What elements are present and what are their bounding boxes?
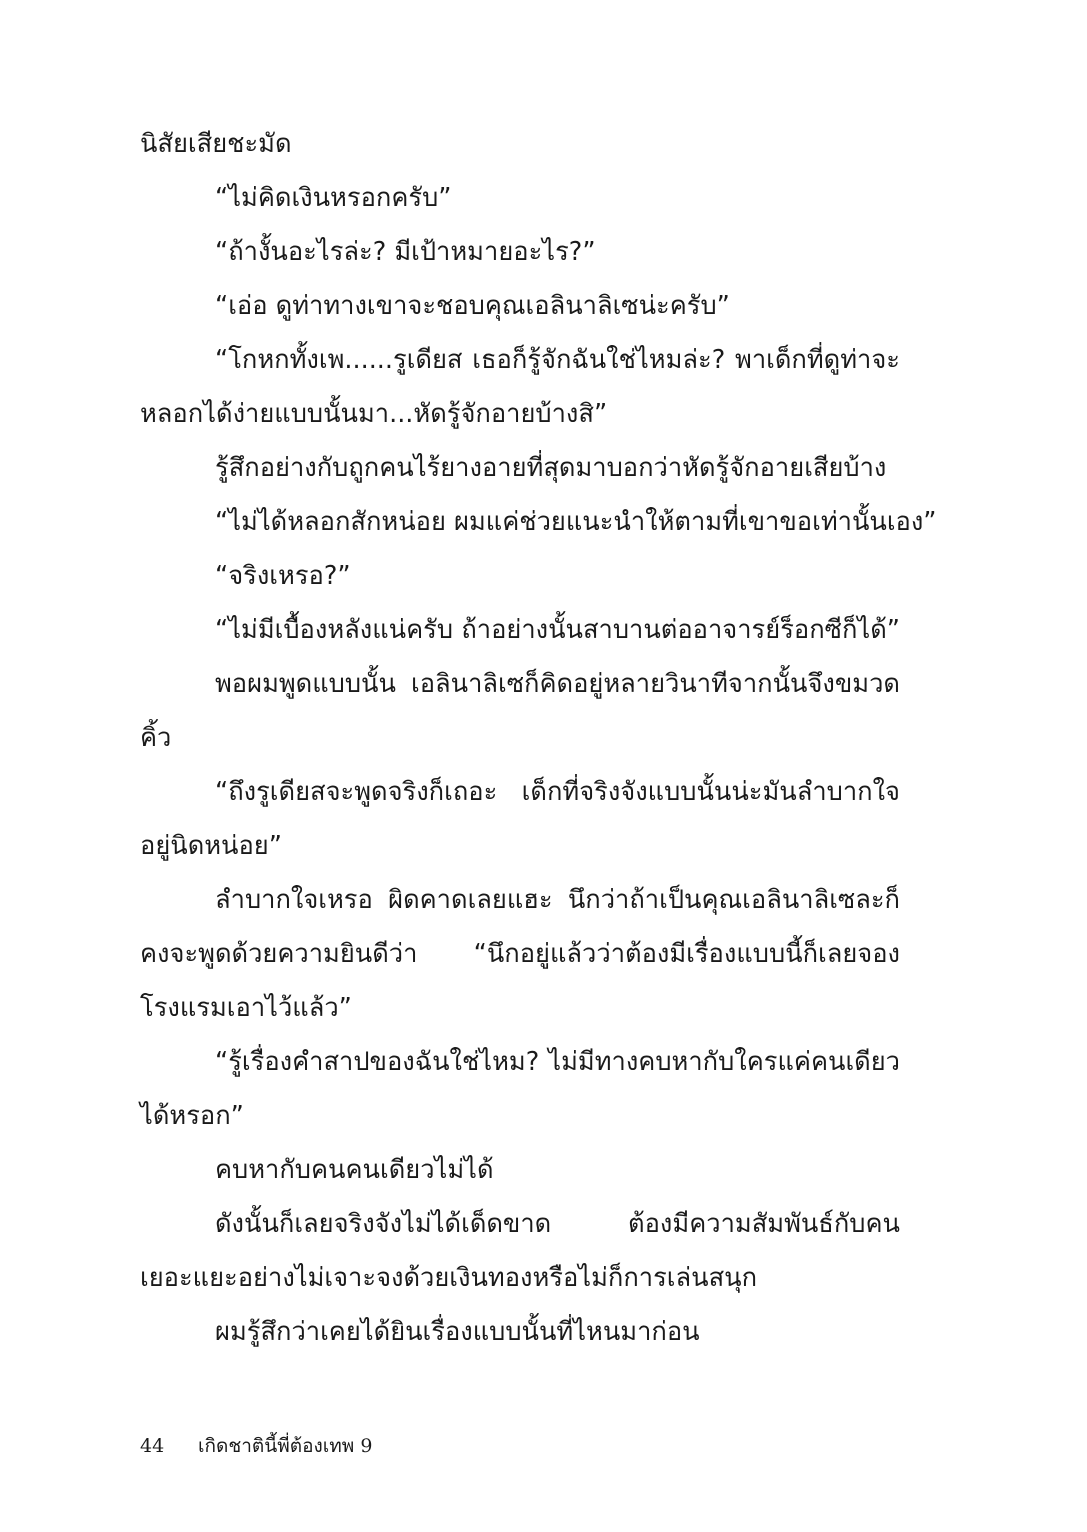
text-line: อยู่นิดหน่อย” xyxy=(140,831,282,861)
text-line: “รู้เรื่องคำสาปของฉันใช่ไหม? ไม่มีทางคบหากับใครแค่คนเดียว xyxy=(215,1047,900,1077)
text-line: พอผมพูดแบบนั้น เอลินาลิเซก็คิดอยู่หลายวินาทีจากนั้นจึงขมวด xyxy=(215,669,900,699)
text-line: “โกหกทั้งเพ......รูเดียส เธอก็รู้จักฉันใช่ไหมล่ะ? พาเด็กที่ดูท่าจะ xyxy=(215,345,900,375)
text-line: คบหากับคนคนเดียวไม่ได้ xyxy=(215,1155,494,1185)
text-line: “ไม่ได้หลอกสักหน่อย ผมแค่ช่วยแนะนำให้ตามที่เขาขอเท่านั้นเอง” xyxy=(215,507,937,537)
text-line: เยอะแยะอย่างไม่เจาะจงด้วยเงินทองหรือไม่ก็การเล่นสนุก xyxy=(140,1263,758,1293)
text-line: โรงแรมเอาไว้แล้ว” xyxy=(140,993,352,1023)
text-line: คงจะพูดด้วยความยินดีว่า “นึกอยู่แล้วว่าต้องมีเรื่องแบบนี้ก็เลยจอง xyxy=(140,939,900,969)
text-line: ได้หรอก” xyxy=(140,1101,244,1131)
text-line: “จริงเหรอ?” xyxy=(215,561,351,591)
book-title: เกิดชาตินี้พี่ต้องเทพ 9 xyxy=(198,1435,373,1457)
text-line: “ไม่คิดเงินหรอกครับ” xyxy=(215,183,452,213)
text-line: “ถึงรูเดียสจะพูดจริงก็เถอะ เด็กที่จริงจังแบบนั้นน่ะมันลำบากใจ xyxy=(215,777,900,807)
text-line: ผมรู้สึกว่าเคยได้ยินเรื่องแบบนั้นที่ไหนมาก่อน xyxy=(215,1317,700,1347)
text-line: รู้สึกอย่างกับถูกคนไร้ยางอายที่สุดมาบอกว่าหัดรู้จักอายเสียบ้าง xyxy=(215,453,887,483)
text-line: “ไม่มีเบื้องหลังแน่ครับ ถ้าอย่างนั้นสาบานต่ออาจารย์ร็อกซีก็ได้” xyxy=(215,615,900,645)
text-line: “เอ่อ ดูท่าทางเขาจะชอบคุณเอลินาลิเซน่ะครับ” xyxy=(215,291,730,321)
text-line: ลำบากใจเหรอ ผิดคาดเลยแฮะ นึกว่าถ้าเป็นคุณเอลินาลิเซละก็ xyxy=(215,885,900,915)
text-line: ดังนั้นก็เลยจริงจังไม่ได้เด็ดขาด ต้องมีความสัมพันธ์กับคน xyxy=(215,1209,900,1239)
text-line: คิ้ว xyxy=(140,723,172,753)
text-line: นิสัยเสียชะมัด xyxy=(140,129,292,159)
text-line: “ถ้างั้นอะไรล่ะ? มีเป้าหมายอะไร?” xyxy=(215,237,596,267)
text-line: หลอกได้ง่ายแบบนั้นมา...หัดรู้จักอายบ้างสิ” xyxy=(140,399,608,429)
page-number: 44 xyxy=(140,1435,165,1457)
page-footer xyxy=(140,1432,372,1460)
